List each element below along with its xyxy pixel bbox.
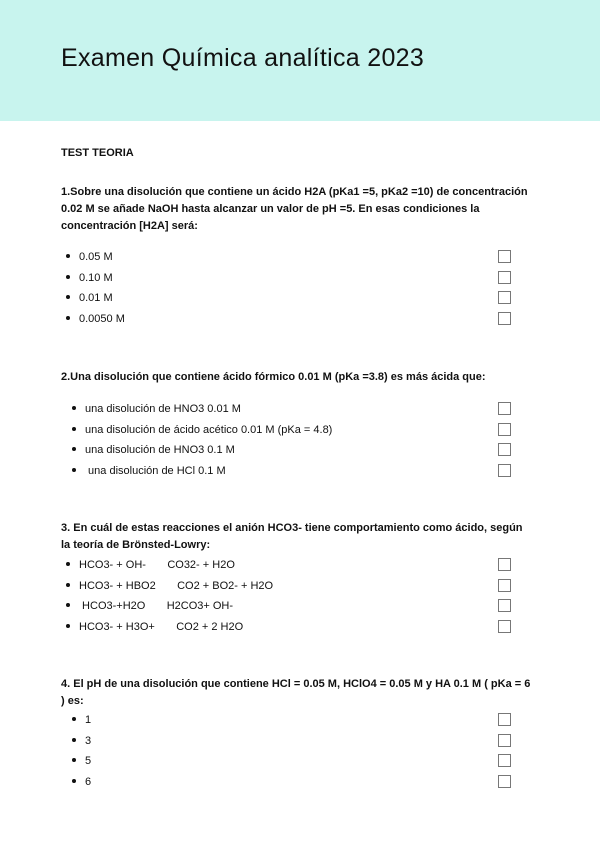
option-item bbox=[72, 420, 511, 441]
option-label: una disolución de ácido acético 0.01 M (pKa = 4.8) bbox=[85, 423, 333, 436]
option-label: HCO3- + OH- CO32- + H2O bbox=[79, 559, 235, 571]
bullet-icon bbox=[72, 779, 76, 783]
answer-checkbox[interactable] bbox=[498, 579, 511, 592]
question-1-options bbox=[66, 247, 511, 329]
bullet-icon bbox=[72, 447, 76, 451]
header-banner bbox=[0, 0, 600, 121]
option-item bbox=[66, 288, 511, 309]
option-item bbox=[72, 772, 511, 793]
option-label: una disolución de HNO3 0.1 M bbox=[85, 444, 235, 456]
option-item bbox=[66, 309, 511, 330]
question-2-text: 2.Una disolución que contiene ácido fórmico 0.01 M (pKa =3.8) es más ácida que: bbox=[61, 371, 486, 383]
bullet-icon bbox=[66, 603, 70, 607]
answer-checkbox[interactable] bbox=[498, 599, 511, 612]
answer-checkbox[interactable] bbox=[498, 250, 511, 263]
option-label: 6 bbox=[85, 775, 92, 788]
answer-checkbox[interactable] bbox=[498, 402, 511, 415]
bullet-icon bbox=[72, 427, 76, 431]
option-item bbox=[66, 576, 511, 597]
section-title: TEST TEORIA bbox=[61, 147, 134, 159]
question-3-text: 3. En cuál de estas reacciones el anión HCO3- tiene comportamiento como ácido, según la teoría de Brönsted-Lowry: bbox=[61, 522, 523, 551]
option-item bbox=[72, 461, 511, 482]
answer-checkbox[interactable] bbox=[498, 775, 511, 788]
bullet-icon bbox=[66, 275, 70, 279]
option-item bbox=[66, 617, 511, 638]
question-3-options bbox=[66, 555, 511, 637]
option-label: una disolución de HCl 0.1 M bbox=[85, 464, 226, 477]
option-item bbox=[72, 731, 511, 752]
bullet-icon bbox=[66, 316, 70, 320]
page-title: Examen Química analítica 2023 bbox=[61, 44, 425, 72]
option-item bbox=[66, 247, 511, 268]
bullet-icon bbox=[72, 738, 76, 742]
bullet-icon bbox=[72, 758, 76, 762]
option-label: 0.01 M bbox=[79, 292, 113, 304]
bullet-icon bbox=[72, 468, 76, 472]
question-4-text: 4. El pH de una disolución que contiene HCl = 0.05 M, HClO4 = 0.05 M y HA 0.1 M ( pKa = 6 ) es: bbox=[61, 678, 531, 707]
bullet-icon bbox=[66, 295, 70, 299]
answer-checkbox[interactable] bbox=[498, 713, 511, 726]
option-label: 0.0050 M bbox=[79, 312, 125, 325]
option-label: HCO3-+H2O H2CO3+ OH- bbox=[79, 600, 234, 612]
answer-checkbox[interactable] bbox=[498, 734, 511, 747]
option-label: HCO3- + H3O+ CO2 + 2 H2O bbox=[79, 620, 244, 633]
bullet-icon bbox=[66, 583, 70, 587]
option-label: HCO3- + HBO2 CO2 + BO2- + H2O bbox=[79, 579, 274, 592]
bullet-icon bbox=[66, 254, 70, 258]
answer-checkbox[interactable] bbox=[498, 423, 511, 436]
option-item bbox=[66, 268, 511, 289]
question-1-text: 1.Sobre una disolución que contiene un ácido H2A (pKa1 =5, pKa2 =10) de concentración 0.02 M se añade NaOH hasta alcanzar un valor de pH =5. En esas condiciones la concentración [H2A] será: bbox=[61, 186, 528, 232]
answer-checkbox[interactable] bbox=[498, 754, 511, 767]
bullet-icon bbox=[66, 624, 70, 628]
option-item bbox=[72, 399, 511, 420]
bullet-icon bbox=[66, 562, 70, 566]
answer-checkbox[interactable] bbox=[498, 558, 511, 571]
question-4-options bbox=[72, 710, 511, 792]
answer-checkbox[interactable] bbox=[498, 620, 511, 633]
answer-checkbox[interactable] bbox=[498, 271, 511, 284]
option-item bbox=[72, 751, 511, 772]
answer-checkbox[interactable] bbox=[498, 312, 511, 325]
answer-checkbox[interactable] bbox=[498, 464, 511, 477]
answer-checkbox[interactable] bbox=[498, 291, 511, 304]
option-label: 1 bbox=[85, 714, 92, 726]
bullet-icon bbox=[72, 406, 76, 410]
option-item bbox=[66, 555, 511, 576]
option-label: una disolución de HNO3 0.01 M bbox=[85, 403, 241, 415]
option-label: 5 bbox=[85, 755, 92, 767]
question-2-options bbox=[72, 399, 511, 481]
option-label: 0.05 M bbox=[79, 251, 113, 263]
option-label: 3 bbox=[85, 734, 92, 747]
option-item bbox=[66, 596, 511, 617]
option-item bbox=[72, 440, 511, 461]
bullet-icon bbox=[72, 717, 76, 721]
answer-checkbox[interactable] bbox=[498, 443, 511, 456]
option-label: 0.10 M bbox=[79, 271, 113, 284]
option-item bbox=[72, 710, 511, 731]
